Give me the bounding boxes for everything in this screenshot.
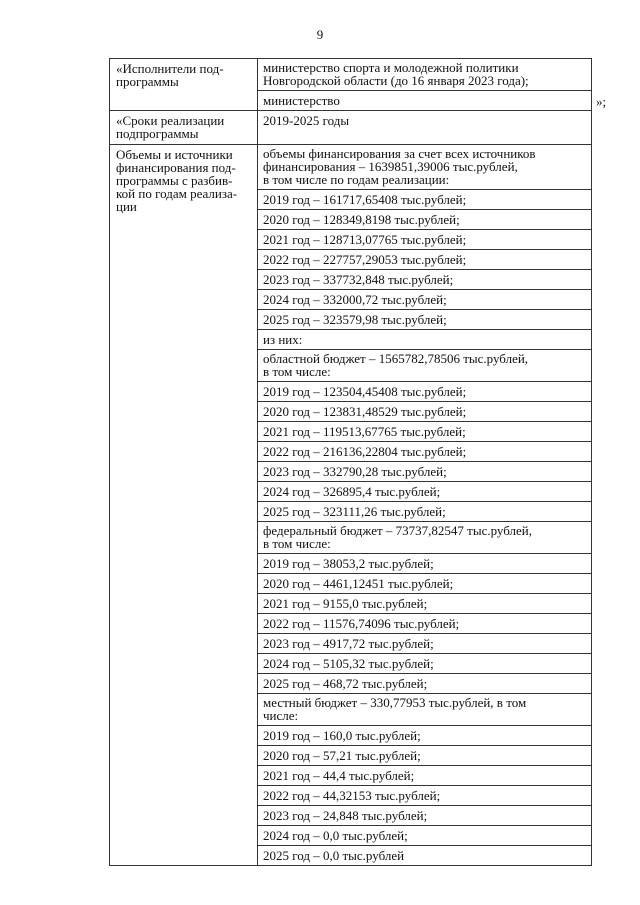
value-line: из них:	[258, 329, 591, 349]
value-line: 2022 год – 216136,22804 тыс.рублей;	[258, 441, 591, 461]
value-line: 2025 год – 468,72 тыс.рублей;	[258, 673, 591, 693]
row-value-cell	[258, 111, 592, 145]
value-line: 2025 год – 0,0 тыс.рублей	[258, 845, 591, 865]
value-line: местный бюджет – 330,77953 тыс.рублей, в том числе:	[258, 693, 591, 725]
row-value-cell	[258, 59, 592, 111]
value-line: 2023 год – 332790,28 тыс.рублей;	[258, 461, 591, 481]
value-line: 2019 год – 160,0 тыс.рублей;	[258, 725, 591, 745]
table-row	[110, 111, 592, 145]
value-line: министерство спорта и молодежной политики Новгородской области (до 16 января 2023 года);	[263, 60, 529, 88]
row-label-cell	[110, 59, 258, 111]
value-line: 2024 год – 326895,4 тыс.рублей;	[258, 481, 591, 501]
value-line: 2023 год – 24,848 тыс.рублей;	[258, 805, 591, 825]
value-line: 2024 год – 5105,32 тыс.рублей;	[258, 653, 591, 673]
row-label-cell	[110, 111, 258, 145]
value-line: министерство	[258, 90, 591, 110]
value-line: 2021 год – 119513,67765 тыс.рублей;	[258, 421, 591, 441]
value-line: 2024 год – 332000,72 тыс.рублей;	[258, 289, 591, 309]
value-line: 2019 год – 123504,45408 тыс.рублей;	[258, 381, 591, 401]
row-label-cell	[110, 145, 258, 866]
table-row	[110, 59, 592, 111]
value-line: 2022 год – 44,32153 тыс.рублей;	[258, 785, 591, 805]
value-line: 2025 год – 323579,98 тыс.рублей;	[258, 309, 591, 329]
table-row	[110, 145, 592, 866]
value-line: 2019 год – 161717,65408 тыс.рублей;	[258, 189, 591, 209]
value-line: 2022 год – 11576,74096 тыс.рублей;	[258, 613, 591, 633]
value-line: 2021 год – 44,4 тыс.рублей;	[258, 765, 591, 785]
value-line: объемы финансирования за счет всех источников финансирования – 1639851,39006 тыс.рублей, в том числе по годам реализации:	[263, 146, 536, 187]
row-label: Объемы и источники финансирования под- программы с разбив- кой по годам реализа- ции	[116, 147, 238, 214]
value-line: федеральный бюджет – 73737,82547 тыс.рублей, в том числе:	[258, 521, 591, 553]
row-label: «Исполнители под- программы	[116, 61, 224, 89]
value-line: 2019-2025 годы	[263, 113, 350, 128]
value-line: 2019 год – 38053,2 тыс.рублей;	[258, 553, 591, 573]
page-number: 9	[316, 27, 324, 42]
row-label: «Сроки реализации подпрограммы	[116, 113, 225, 141]
value-line: 2021 год – 128713,07765 тыс.рублей;	[258, 229, 591, 249]
row-value-cell	[258, 145, 592, 866]
value-line: 2025 год – 323111,26 тыс.рублей;	[258, 501, 591, 521]
value-line: 2023 год – 337732,848 тыс.рублей;	[258, 269, 591, 289]
value-line: областной бюджет – 1565782,78506 тыс.рублей, в том числе:	[258, 349, 591, 381]
subprogram-passport-table	[109, 58, 592, 866]
value-line: 2024 год – 0,0 тыс.рублей;	[258, 825, 591, 845]
value-line: 2020 год – 4461,12451 тыс.рублей;	[258, 573, 591, 593]
value-line: 2020 год – 123831,48529 тыс.рублей;	[258, 401, 591, 421]
value-line: 2022 год – 227757,29053 тыс.рублей;	[258, 249, 591, 269]
value-line: 2023 год – 4917,72 тыс.рублей;	[258, 633, 591, 653]
value-line: 2021 год – 9155,0 тыс.рублей;	[258, 593, 591, 613]
value-line: 2020 год – 128349,8198 тыс.рублей;	[258, 209, 591, 229]
closing-quote-mark: »;	[596, 94, 607, 109]
value-line: 2020 год – 57,21 тыс.рублей;	[258, 745, 591, 765]
